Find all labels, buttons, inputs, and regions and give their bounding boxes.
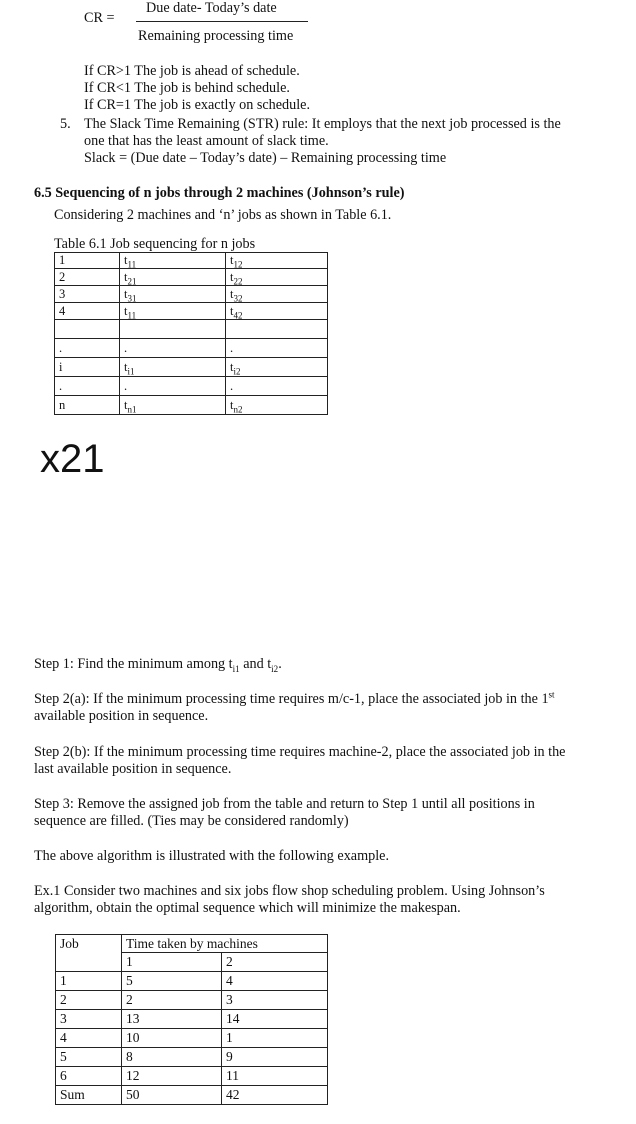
cr-rule: If CR>1 The job is ahead of schedule. <box>84 63 300 79</box>
step-1: Step 1: Find the minimum among $t_{i1}$ and $t_{i2}$. <box>34 656 282 674</box>
job-header: Job <box>56 935 122 972</box>
job-table <box>54 252 328 415</box>
machine-2-header: 2 <box>222 953 328 972</box>
table-row <box>56 991 328 1010</box>
table-row <box>55 253 328 269</box>
time-header: Time taken by machines <box>122 935 328 953</box>
m2-cell <box>226 320 328 339</box>
table-row <box>56 1029 328 1048</box>
m1-cell: $t_{21}$ <box>120 269 226 286</box>
str-rule-line: The Slack Time Remaining (STR) rule: It employs that the next job processed is the <box>84 116 561 132</box>
step-3: Step 3: Remove the assigned job from the table and return to Step 1 until all positions in <box>34 796 535 812</box>
m1-cell: 2 <box>122 991 222 1010</box>
table-row <box>55 286 328 303</box>
table-row <box>55 303 328 320</box>
table-row <box>55 320 328 339</box>
table-row <box>55 358 328 377</box>
cr-label: CR = <box>84 10 115 26</box>
job-cell: 2 <box>55 269 120 286</box>
job-cell: . <box>55 377 120 396</box>
job-cell: i <box>55 358 120 377</box>
list-number: 5. <box>60 116 71 132</box>
job-cell: . <box>55 339 120 358</box>
cr-rule: If CR<1 The job is behind schedule. <box>84 80 290 96</box>
m1-cell: $t_{i1}$ <box>120 358 226 377</box>
m2-cell: 11 <box>222 1067 328 1086</box>
m2-cell: . <box>226 377 328 396</box>
m2-cell: 9 <box>222 1048 328 1067</box>
fraction-bar <box>136 21 308 22</box>
str-rule-line: one that has the least amount of slack time. <box>84 133 329 149</box>
job-cell: n <box>55 396 120 415</box>
m1-cell: 8 <box>122 1048 222 1067</box>
m2-cell: 42 <box>222 1086 328 1105</box>
m1-cell: $t_{11}$ <box>120 303 226 320</box>
cr-numerator: Due date- Today’s date <box>146 0 277 16</box>
step-3-cont: sequence are filled. (Ties may be considered randomly) <box>34 813 349 829</box>
m2-cell: 14 <box>222 1010 328 1029</box>
slack-formula: Slack = (Due date – Today’s date) – Remaining processing time <box>84 150 447 166</box>
m1-cell: 13 <box>122 1010 222 1029</box>
m1-cell: 10 <box>122 1029 222 1048</box>
m2-cell: 1 <box>222 1029 328 1048</box>
illustration-note: The above algorithm is illustrated with the following example. <box>34 848 389 864</box>
table-header-row <box>56 935 328 953</box>
m2-cell: 4 <box>222 972 328 991</box>
m2-cell: $t_{i2}$ <box>226 358 328 377</box>
table-row <box>55 339 328 358</box>
m2-cell: $t_{42}$ <box>226 303 328 320</box>
section-intro: Considering 2 machines and ‘n’ jobs as shown in Table 6.1. <box>54 207 392 223</box>
cr-denominator: Remaining processing time <box>138 28 294 44</box>
m1-cell <box>120 320 226 339</box>
job-cell: 6 <box>56 1067 122 1086</box>
example-text-cont: algorithm, obtain the optimal sequence which will minimize the makespan. <box>34 900 461 916</box>
job-cell <box>55 320 120 339</box>
job-cell: 4 <box>56 1029 122 1048</box>
step-2a: Step 2(a): If the minimum processing time requires m/c-1, place the associated job in the 1st <box>34 689 555 707</box>
table-row <box>55 377 328 396</box>
m1-cell: . <box>120 377 226 396</box>
m1-cell: $t_{n1}$ <box>120 396 226 415</box>
machine-time-table <box>55 934 328 1105</box>
step-2b: Step 2(b): If the minimum processing time requires machine-2, place the associated job in the <box>34 744 566 760</box>
m1-cell: $t_{11}$ <box>120 253 226 269</box>
example-text: Ex.1 Consider two machines and six jobs flow shop scheduling problem. Using Johnson’s <box>34 883 545 899</box>
m2-cell: $t_{n2}$ <box>226 396 328 415</box>
m2-cell: $t_{12}$ <box>226 253 328 269</box>
m1-cell: 12 <box>122 1067 222 1086</box>
machine-1-header: 1 <box>122 953 222 972</box>
step-2a-cont: available position in sequence. <box>34 708 209 724</box>
m1-cell: 5 <box>122 972 222 991</box>
step-2b-cont: last available position in sequence. <box>34 761 232 777</box>
m2-cell: 3 <box>222 991 328 1010</box>
m2-cell: $t_{32}$ <box>226 286 328 303</box>
job-cell: 5 <box>56 1048 122 1067</box>
job-cell: 3 <box>55 286 120 303</box>
job-cell: 4 <box>55 303 120 320</box>
m2-cell: . <box>226 339 328 358</box>
table-caption: Table 6.1 Job sequencing for n jobs <box>54 236 256 252</box>
table-row <box>55 396 328 415</box>
job-cell: 1 <box>55 253 120 269</box>
table-row <box>56 1086 328 1105</box>
m2-cell: $t_{22}$ <box>226 269 328 286</box>
table-row <box>56 1067 328 1086</box>
table-row <box>56 1048 328 1067</box>
overlay-label: x21 <box>40 437 105 481</box>
job-cell: 3 <box>56 1010 122 1029</box>
m1-cell: $t_{31}$ <box>120 286 226 303</box>
m1-cell: . <box>120 339 226 358</box>
table-row <box>56 972 328 991</box>
m1-cell: 50 <box>122 1086 222 1105</box>
job-cell: 1 <box>56 972 122 991</box>
job-cell: Sum <box>56 1086 122 1105</box>
table-row <box>55 269 328 286</box>
table-row <box>56 1010 328 1029</box>
section-heading: 6.5 Sequencing of n jobs through 2 machines (Johnson’s rule) <box>34 185 405 201</box>
job-cell: 2 <box>56 991 122 1010</box>
cr-rule: If CR=1 The job is exactly on schedule. <box>84 97 311 113</box>
